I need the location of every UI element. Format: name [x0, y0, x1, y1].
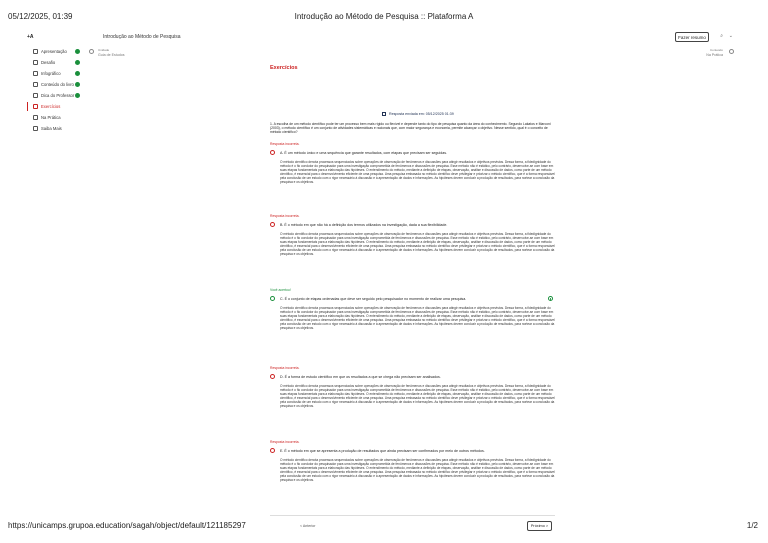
sidebar-item-label: Infográfico — [41, 71, 61, 76]
logo[interactable]: +A — [27, 34, 34, 40]
sidebar-item-label: Apresentação — [41, 49, 67, 54]
option-explanation: O método científico denota processos sequenciados sobre operações de observação de fenômenos e discussões para atingir resultados e objetivos previstos. Dessa forma, a fidedignidade do método é o fio condutor do pesquisador para uma investigação comprometida de fenômenos e discussões de pesquisa. Esse método não é estático, pelo contrário, desenvolve-se com base em suas etapas fundamentais para a elaboração das hipóteses. O entendimento do método, mediante a definição de etapas, observação, análise e discussão de dados, como parte de um método científico, é essencial para o desenvolvimento eficiente de uma pesquisa. Uma pesquisa embasada no método científico deve privilegiar e priorizar o método científico, que é a forma responsável pela conclusão de um estudo com o rigor necessário à discussão e à apresentação de dados e informações. As hipóteses devem conduzir a produção de resultados, para nortear a conclusão da pesquisa e os objetivos. — [280, 458, 555, 482]
option-text[interactable]: E. É o método em que se apresenta a produção de resultados que ainda precisam ser confirmados por meio de outros métodos. — [280, 448, 485, 453]
submission-date — [382, 112, 454, 116]
option-explanation: O método científico denota processos sequenciados sobre operações de observação de fenômenos e discussões para atingir resultados e objetivos previstos. Dessa forma, a fidedignidade do método é o fio condutor do pesquisador para uma investigação comprometida de fenômenos e discussões de pesquisa. Esse método não é estático, pelo contrário, desenvolve-se com base em suas etapas fundamentais para a elaboração das hipóteses. O entendimento do método, mediante a definição de etapas, observação, análise e discussão de dados, como parte de um método científico, é essencial para o desenvolvimento eficiente de uma pesquisa. Uma pesquisa embasada no método científico deve privilegiar e priorizar o método científico, que é a forma responsável pela conclusão de um estudo com o rigor necessário à discussão e à apresentação de dados e informações. As hipóteses devem conduzir a produção de resultados, para nortear a conclusão da pesquisa e os objetivos. — [280, 160, 555, 184]
content-label: Conteúdo — [709, 48, 723, 52]
sidebar-item-label: Exercícios — [41, 104, 61, 109]
sidebar-item-infografico[interactable] — [25, 68, 83, 79]
option-explanation: O método científico denota processos sequenciados sobre operações de observação de fenômenos e discussões para atingir resultados e objetivos previstos. Dessa forma, a fidedignidade do método é o fio condutor do pesquisador para uma investigação comprometida de fenômenos e discussões de pesquisa. Esse método não é estático, pelo contrário, desenvolve-se com base em suas etapas fundamentais para a elaboração das hipóteses. O entendimento do método, mediante a definição de etapas, observação, análise e discussão de dados, como parte de um método científico, é essencial para o desenvolvimento eficiente de uma pesquisa. Uma pesquisa embasada no método científico deve privilegiar e priorizar o método científico, que é a forma responsável pela conclusão de um estudo com o rigor necessário à discussão e à apresentação de dados e informações. As hipóteses devem conduzir a produção de resultados, para nortear a conclusão da pesquisa e os objetivos. — [280, 232, 555, 256]
sidebar-item-apresentacao[interactable] — [25, 46, 83, 57]
exercise-icon — [33, 104, 38, 109]
course-bar — [87, 46, 737, 60]
infographic-icon — [33, 71, 38, 76]
chevron-down-icon[interactable]: ⌄ — [728, 33, 733, 39]
option-status: Resposta incorreta. — [270, 142, 300, 146]
sidebar-item-label: Saiba Mais — [41, 126, 62, 131]
unit-icon[interactable] — [89, 49, 94, 54]
sidebar — [25, 46, 83, 134]
practice-icon — [33, 115, 38, 120]
print-title: Introdução ao Método de Pesquisa :: Plataforma A — [294, 12, 474, 21]
option-e — [270, 440, 555, 483]
sidebar-item-label: Desafio — [41, 60, 56, 65]
radio-icon[interactable] — [270, 374, 275, 379]
content-value: Na Prática — [706, 53, 723, 57]
option-status: Resposta incorreta. — [270, 214, 300, 218]
submission-date-text: Resposta enviada em: 05/12/2025 01:39 — [389, 112, 454, 116]
print-date: 05/12/2025, 01:39 — [8, 12, 73, 21]
section-title: Exercícios — [270, 65, 298, 71]
divider — [270, 515, 555, 516]
sidebar-item-label: Na Prática — [41, 115, 61, 120]
status-dot — [75, 71, 80, 76]
unit-value: Guia de Estudos — [98, 53, 125, 57]
question-text: 1. A escolha de um método científico pode ter um processo bem mais rígido ou flexível e depende tanto do tipo de pesquisa quanto da área do conhecimento. Segundo Lakatos e Marconi (2003), o método científico é um conjunto de atividades sistemáticas e racionais que, com maior segurança e economia, permite alcançar o objetivo. Nesse sentido, qual é o conceito de método científico? — [270, 122, 551, 134]
option-status: Resposta incorreta. — [270, 440, 300, 444]
status-dot — [75, 82, 80, 87]
option-status: Você acertou! — [270, 288, 291, 292]
presentation-icon — [33, 49, 38, 54]
option-text[interactable]: D. É a forma de estudo científico em que os resultados a que se chega não precisam ser analisados. — [280, 374, 441, 379]
next-content-icon[interactable] — [729, 49, 734, 54]
option-explanation: O método científico denota processos sequenciados sobre operações de observação de fenômenos e discussões para atingir resultados e objetivos previstos. Dessa forma, a fidedignidade do método é o fio condutor do pesquisador para uma investigação comprometida de fenômenos e discussões de pesquisa. Esse método não é estático, pelo contrário, desenvolve-se com base em suas etapas fundamentais para a elaboração das hipóteses. O entendimento do método, mediante a definição de etapas, observação, análise e discussão de dados, como parte de um método científico, é essencial para o desenvolvimento eficiente de uma pesquisa. Uma pesquisa embasada no método científico deve privilegiar e priorizar o método científico, que é a forma responsável pela conclusão de um estudo com o rigor necessário à discussão e à apresentação de dados e informações. As hipóteses devem conduzir a produção de resultados, para nortear a conclusão da pesquisa e os objetivos. — [280, 384, 555, 408]
radio-icon[interactable] — [270, 448, 275, 453]
print-page-number: 1/2 — [746, 521, 758, 530]
print-footer — [8, 521, 760, 533]
status-dot — [75, 60, 80, 65]
option-c — [270, 288, 555, 331]
status-dot — [75, 93, 80, 98]
search-icon[interactable]: ⌕ — [720, 33, 723, 39]
print-url: https://unicamps.grupoa.education/sagah/object/default/121185297 — [8, 521, 246, 530]
resume-button[interactable]: Fazer resumo — [675, 32, 709, 42]
status-dot — [75, 49, 80, 54]
radio-icon[interactable] — [270, 150, 275, 155]
top-bar — [25, 30, 743, 44]
option-text[interactable]: C. É o conjunto de etapas ordenadas que deve ser seguido pelo pesquisador no momento de realizar uma pesquisa. — [280, 296, 467, 301]
sidebar-item-label: Conteúdo do livro — [41, 82, 74, 87]
print-header — [8, 12, 760, 24]
sidebar-item-desafio[interactable] — [25, 57, 83, 68]
unit-label: Unidade — [98, 48, 110, 52]
option-text[interactable]: B. É o método em que não há a definição dos termos utilizados na investigação, dada a sua flexibilidade. — [280, 222, 448, 227]
sidebar-item-conteudo[interactable] — [25, 79, 83, 90]
option-d — [270, 366, 555, 409]
sidebar-item-label: Dica do Professor — [41, 93, 75, 98]
option-b — [270, 214, 555, 257]
book-icon — [33, 82, 38, 87]
radio-icon[interactable] — [270, 296, 275, 301]
sidebar-item-exercicios[interactable] — [25, 101, 83, 112]
option-status: Resposta incorreta. — [270, 366, 300, 370]
correct-check-icon — [548, 296, 553, 301]
challenge-icon — [33, 60, 38, 65]
option-explanation: O método científico denota processos sequenciados sobre operações de observação de fenômenos e discussões para atingir resultados e objetivos previstos. Dessa forma, a fidedignidade do método é o fio condutor do pesquisador para uma investigação comprometida de fenômenos e discussões de pesquisa. Esse método não é estático, pelo contrário, desenvolve-se com base em suas etapas fundamentais para a elaboração das hipóteses. O entendimento do método, mediante a definição de etapas, observação, análise e discussão de dados, como parte de um método científico, é essencial para o desenvolvimento eficiente de uma pesquisa. Uma pesquisa embasada no método científico deve privilegiar e priorizar o método científico, que é a forma responsável pela conclusão de um estudo com o rigor necessário à discussão e à apresentação de dados e informações. As hipóteses devem conduzir a produção de resultados, para nortear a conclusão da pesquisa e os objetivos. — [280, 306, 555, 330]
info-icon — [33, 126, 38, 131]
previous-link[interactable]: < Anterior — [300, 524, 316, 528]
next-button[interactable]: Próximo > — [527, 521, 552, 531]
radio-icon[interactable] — [270, 222, 275, 227]
tip-icon — [33, 93, 38, 98]
sidebar-item-na-pratica[interactable] — [25, 112, 83, 123]
sidebar-item-dica[interactable] — [25, 90, 83, 101]
sidebar-item-saiba-mais[interactable] — [25, 123, 83, 134]
option-text[interactable]: A. É um método único e uma sequência que garante resultados, com etapas que precisam ser seguidas. — [280, 150, 448, 155]
calendar-icon — [382, 112, 386, 116]
option-a — [270, 142, 555, 185]
page-heading: Introdução ao Método de Pesquisa — [103, 34, 181, 40]
